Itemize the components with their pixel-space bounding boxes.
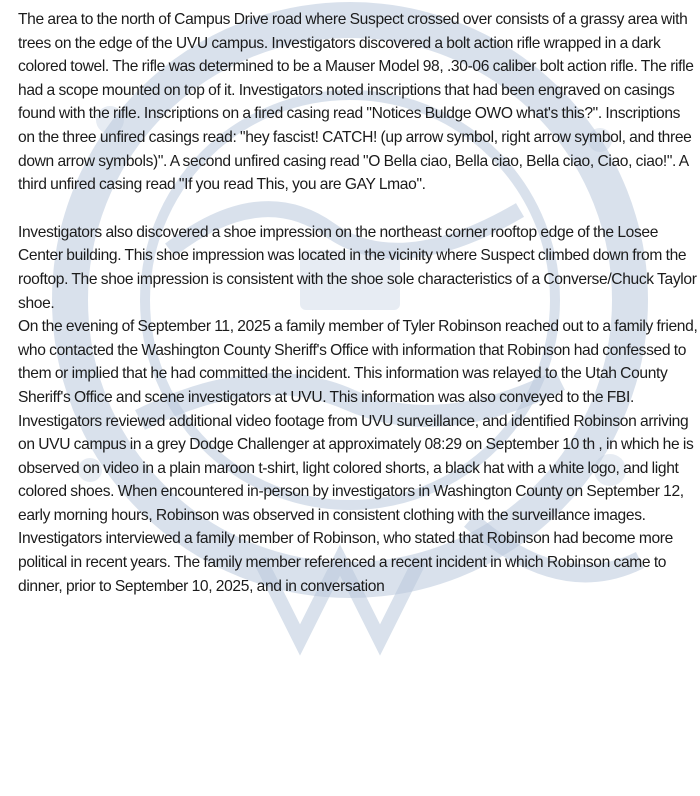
paragraph-video-footage: Investigators reviewed additional video footage from UVU surveillance, and identified Robinson arriving on UVU campus in a grey Dodge Challenger at approximately 08:29 on September 10 th , in which he is observed on video in a plain maroon t-shirt, light colored shorts, a black hat with a white logo, and light colored shoes. When encountered in-person by investigators in Washington County on September 12, early morning hours, Robinson was observed in consistent clothing with the surveillance images.	[18, 412, 694, 524]
paragraph-family-interview: Investigators interviewed a family member of Robinson, who stated that Robinson had become more political in recent years. The family member referenced a recent incident in which Robinson came to dinner, prior to September 10, 2025, and in conversation	[18, 530, 673, 595]
paragraph-family-report: On the evening of September 11, 2025 a family member of Tyler Robinson reached out to a family friend, who contacted the Washington County Sheriff's Office with information that Robinson had confessed to them or implied that he had committed the incident. This information was relayed to the Utah County Sheriff's Office and scene investigators at UVU. This information was also conveyed to the FBI.	[18, 318, 698, 406]
paragraph-rifle-discovery: The area to the north of Campus Drive road where Suspect crossed over consists of a grassy area with trees on the edge of the UVU campus. Investigators discovered a bolt action rifle wrapped in a dark colored towel. The rifle was determined to be a Mauser Model 98, .30-06 caliber bolt action rifle. The rifle had a scope mounted on top of it. Investigators noted inscriptions that had been engraved on casings found with the rifle. Inscriptions on a fired casing read "Notices Buldge OWO what's this?". Inscriptions on the three unfired casings read: "hey fascist! CATCH! (up arrow symbol, right arrow symbol, and three down arrow symbols)". A second unfired casing read "O Bella ciao, Bella ciao, Bella ciao, Ciao, ciao!". A third unfired casing read "If you read This, you are GAY Lmao".	[18, 11, 694, 194]
paragraph-gap	[18, 197, 698, 221]
paragraph-shoe-impression: Investigators also discovered a shoe impression on the northeast corner rooftop edge of the Losee Center building. This shoe impression was located in the vicinity where Suspect climbed down from the rooftop. The shoe impression is consistent with the shoe sole characteristics of a Converse/Chuck Taylor shoe.	[18, 223, 697, 312]
